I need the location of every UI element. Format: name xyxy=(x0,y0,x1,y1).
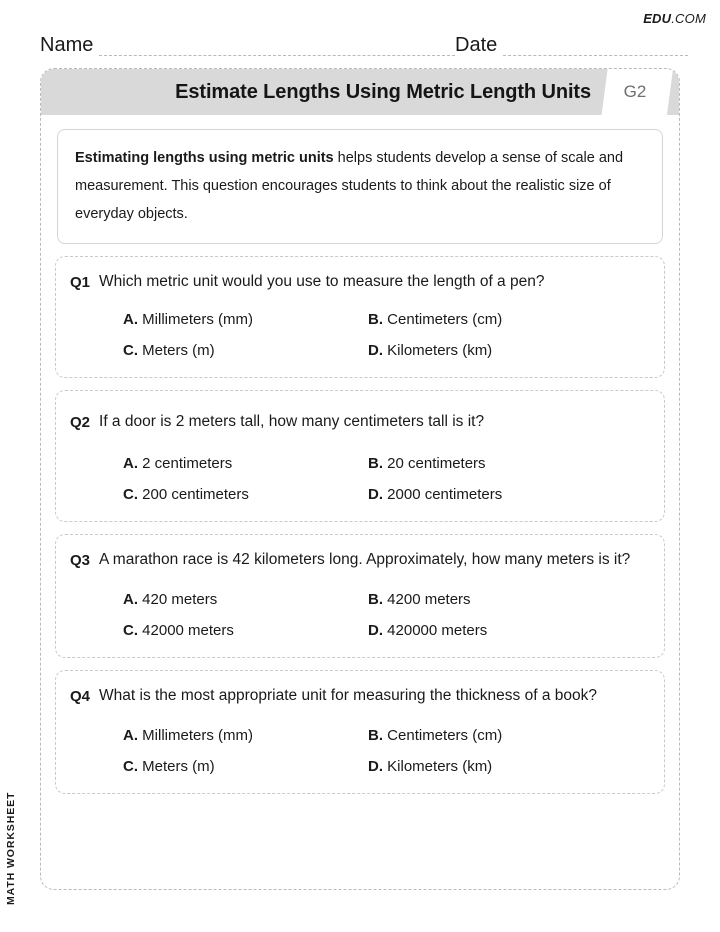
question-card xyxy=(55,670,665,794)
name-field[interactable] xyxy=(40,30,455,56)
brand-suffix: .COM xyxy=(671,11,706,26)
option-b[interactable] xyxy=(368,310,648,330)
option-letter: C. xyxy=(123,758,138,775)
question-number: Q1 xyxy=(70,274,91,291)
option-c[interactable] xyxy=(123,621,368,641)
option-d[interactable] xyxy=(368,341,648,361)
option-letter: D. xyxy=(368,622,383,639)
option-label: Meters (m) xyxy=(142,758,215,775)
option-c[interactable] xyxy=(123,341,368,361)
question-heading xyxy=(70,685,648,708)
options-grid xyxy=(123,310,648,361)
question-card xyxy=(55,390,665,522)
question-heading xyxy=(70,411,648,434)
option-label: Millimeters (mm) xyxy=(142,727,253,744)
option-b[interactable] xyxy=(368,726,648,746)
question-heading xyxy=(70,549,648,572)
option-letter: B. xyxy=(368,591,383,608)
question-text: What is the most appropriate unit for measuring the thickness of a book? xyxy=(99,687,597,704)
question-text: If a door is 2 meters tall, how many centimeters tall is it? xyxy=(99,413,485,430)
question-text: Which metric unit would you use to measure the length of a pen? xyxy=(99,273,545,290)
option-a[interactable] xyxy=(123,454,368,474)
option-c[interactable] xyxy=(123,485,368,505)
brand-primary: EDU xyxy=(643,11,672,26)
option-letter: A. xyxy=(123,591,138,608)
question-number: Q2 xyxy=(70,414,91,431)
option-a[interactable] xyxy=(123,590,368,610)
option-letter: D. xyxy=(368,486,383,503)
option-letter: B. xyxy=(368,727,383,744)
option-letter: A. xyxy=(123,455,138,472)
option-a[interactable] xyxy=(123,726,368,746)
option-letter: C. xyxy=(123,342,138,359)
option-letter: B. xyxy=(368,311,383,328)
info-box xyxy=(57,129,663,244)
worksheet-titlebar xyxy=(41,69,679,115)
option-d[interactable] xyxy=(368,485,648,505)
option-a[interactable] xyxy=(123,310,368,330)
option-letter: C. xyxy=(123,622,138,639)
date-label: Date xyxy=(455,34,498,56)
option-d[interactable] xyxy=(368,621,648,641)
options-grid xyxy=(123,454,648,505)
option-label: 20 centimeters xyxy=(387,455,486,472)
option-label: Kilometers (km) xyxy=(387,758,493,775)
option-c[interactable] xyxy=(123,757,368,777)
option-label: Centimeters (cm) xyxy=(387,311,503,328)
question-number: Q4 xyxy=(70,688,91,705)
question-card xyxy=(55,534,665,658)
info-body: helps students develop a sense of scale and measurement. This question encourages students to think about the realistic size of everyday objects. xyxy=(75,150,624,222)
option-b[interactable] xyxy=(368,590,648,610)
option-letter: C. xyxy=(123,486,138,503)
option-label: 420 meters xyxy=(142,591,218,608)
option-letter: D. xyxy=(368,758,383,775)
page-title: Estimate Lengths Using Metric Length Units xyxy=(175,80,591,103)
question-card xyxy=(55,256,665,378)
option-label: 2000 centimeters xyxy=(387,486,503,503)
option-label: Millimeters (mm) xyxy=(142,311,253,328)
option-d[interactable] xyxy=(368,757,648,777)
worksheet-sheet xyxy=(40,68,680,890)
question-number: Q3 xyxy=(70,552,91,569)
option-label: 200 centimeters xyxy=(142,486,249,503)
grade-badge xyxy=(597,69,673,115)
option-label: 42000 meters xyxy=(142,622,234,639)
option-b[interactable] xyxy=(368,454,648,474)
info-paragraph xyxy=(75,144,645,228)
option-label: Kilometers (km) xyxy=(387,342,493,359)
grade-badge-label: G2 xyxy=(623,82,647,101)
option-label: Centimeters (cm) xyxy=(387,727,503,744)
name-label: Name xyxy=(40,34,94,56)
option-label: 4200 meters xyxy=(387,591,471,608)
info-lead: Estimating lengths using metric units xyxy=(75,150,334,166)
question-text: A marathon race is 42 kilometers long. Approximately, how many meters is it? xyxy=(99,551,631,568)
name-write-line[interactable] xyxy=(99,36,455,56)
option-label: 420000 meters xyxy=(387,622,488,639)
option-letter: A. xyxy=(123,727,138,744)
questions-list xyxy=(55,256,665,794)
options-grid xyxy=(123,726,648,777)
name-date-row xyxy=(40,30,688,56)
date-write-line[interactable] xyxy=(503,36,688,56)
option-label: 2 centimeters xyxy=(142,455,233,472)
option-letter: B. xyxy=(368,455,383,472)
edu-com-logo xyxy=(643,11,706,26)
options-grid xyxy=(123,590,648,641)
math-worksheet-side-label: MATH WORKSHEET xyxy=(5,791,17,905)
question-heading xyxy=(70,271,648,294)
date-field[interactable] xyxy=(455,30,688,56)
option-letter: A. xyxy=(123,311,138,328)
option-label: Meters (m) xyxy=(142,342,215,359)
option-letter: D. xyxy=(368,342,383,359)
